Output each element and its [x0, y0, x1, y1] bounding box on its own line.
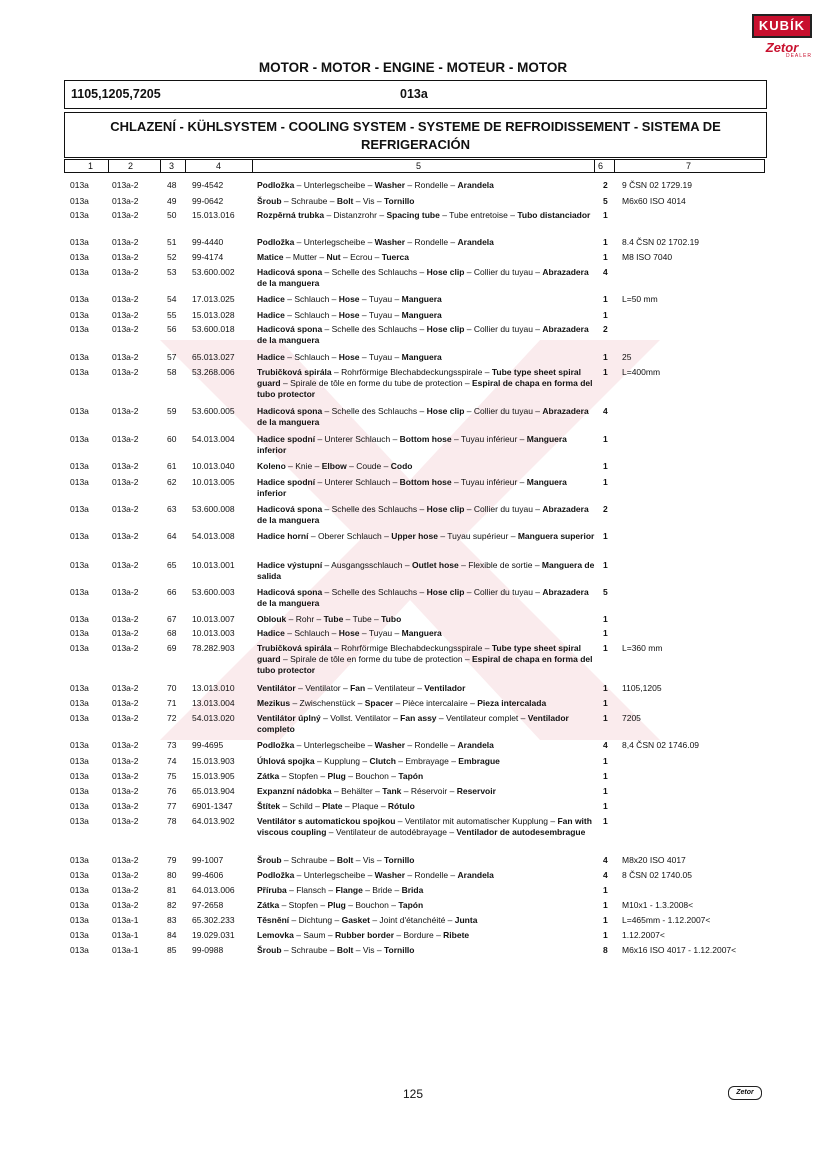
cell-quantity: 1 — [603, 900, 608, 910]
cell-subgroup: 013a-2 — [112, 210, 139, 220]
cell-note: 8.4 ČSN 02 1702.19 — [622, 237, 700, 247]
cell-position: 82 — [167, 900, 177, 910]
cell-description: Zátka – Stopfen – Plug – Bouchon – Tapón — [257, 771, 424, 781]
cell-group: 013a — [70, 477, 89, 487]
cell-part-number: 15.013.028 — [192, 310, 235, 320]
cell-group: 013a — [70, 855, 89, 865]
cell-quantity: 1 — [603, 294, 608, 304]
cell-subgroup: 013a-2 — [112, 643, 139, 653]
cell-note: L=50 mm — [622, 294, 658, 304]
cell-part-number: 65.302.233 — [192, 915, 235, 925]
cell-subgroup: 013a-2 — [112, 698, 139, 708]
cell-position: 51 — [167, 237, 177, 247]
cell-part-number: 13.013.004 — [192, 698, 235, 708]
cell-quantity: 4 — [603, 855, 608, 865]
cell-subgroup: 013a-2 — [112, 560, 139, 570]
cell-group: 013a — [70, 237, 89, 247]
cell-note: L=360 mm — [622, 643, 663, 653]
cell-subgroup: 013a-2 — [112, 310, 139, 320]
cell-note: M6x60 ISO 4014 — [622, 196, 686, 206]
cell-subgroup: 013a-2 — [112, 756, 139, 766]
cell-part-number: 65.013.904 — [192, 786, 235, 796]
section-title-line-1: CHLAZENÍ - KÜHLSYSTEM - COOLING SYSTEM - SYSTEME DE REFROIDISSEMENT - SISTEMA DE — [110, 119, 721, 134]
cell-position: 79 — [167, 855, 177, 865]
cell-quantity: 1 — [603, 643, 608, 653]
cell-subgroup: 013a-2 — [112, 294, 139, 304]
cell-group: 013a — [70, 915, 89, 925]
cell-part-number: 17.013.025 — [192, 294, 235, 304]
cell-position: 52 — [167, 252, 177, 262]
models: 1105,1205,7205 — [71, 87, 161, 101]
cell-subgroup: 013a-2 — [112, 870, 139, 880]
cell-group: 013a — [70, 885, 89, 895]
cell-subgroup: 013a-2 — [112, 628, 139, 638]
cell-group: 013a — [70, 713, 89, 723]
cell-part-number: 53.600.018 — [192, 324, 235, 334]
cell-group: 013a — [70, 816, 89, 826]
cell-part-number: 10.013.040 — [192, 461, 235, 471]
cell-subgroup: 013a-2 — [112, 252, 139, 262]
cell-note: M10x1 - 1.3.2008< — [622, 900, 694, 910]
cell-description: Hadicová spona – Schelle des Schlauchs – Hose clip – Collier du tuyau – Abrazadera de la manguera — [257, 324, 589, 345]
cell-position: 70 — [167, 683, 177, 693]
cell-subgroup: 013a-2 — [112, 324, 139, 334]
cell-group: 013a — [70, 698, 89, 708]
cell-part-number: 15.013.016 — [192, 210, 235, 220]
cell-description: Podložka – Unterlegscheibe – Washer – Rondelle – Arandela — [257, 180, 494, 190]
cell-position: 68 — [167, 628, 177, 638]
cell-quantity: 1 — [603, 930, 608, 940]
cell-subgroup: 013a-2 — [112, 352, 139, 362]
cell-subgroup: 013a-2 — [112, 434, 139, 444]
cell-position: 50 — [167, 210, 177, 220]
cell-part-number: 99-4606 — [192, 870, 224, 880]
cell-quantity: 2 — [603, 180, 608, 190]
cell-position: 78 — [167, 816, 177, 826]
cell-group: 013a — [70, 294, 89, 304]
model-header — [64, 80, 767, 109]
col-header-4: 4 — [216, 161, 222, 171]
cell-group: 013a — [70, 786, 89, 796]
cell-part-number: 99-0642 — [192, 196, 224, 206]
cell-part-number: 10.013.007 — [192, 614, 235, 624]
cell-group: 013a — [70, 252, 89, 262]
cell-subgroup: 013a-2 — [112, 816, 139, 826]
col-header-2: 2 — [128, 161, 134, 171]
cell-part-number: 99-0988 — [192, 945, 224, 955]
cell-position: 66 — [167, 587, 177, 597]
cell-quantity: 1 — [603, 477, 608, 487]
cell-description: Oblouk – Rohr – Tube – Tube – Tubo — [257, 614, 402, 624]
cell-description: Těsnění – Dichtung – Gasket – Joint d'étanchéité – Junta — [257, 915, 478, 925]
cell-description: Hadicová spona – Schelle des Schlauchs – Hose clip – Collier du tuyau – Abrazadera de la manguera — [257, 587, 589, 608]
cell-part-number: 99-4174 — [192, 252, 224, 262]
cell-description: Expanzní nádobka – Behälter – Tank – Réservoir – Reservoir — [257, 786, 496, 796]
cell-group: 013a — [70, 504, 89, 514]
cell-group: 013a — [70, 310, 89, 320]
cell-subgroup: 013a-2 — [112, 237, 139, 247]
cell-quantity: 1 — [603, 713, 608, 723]
cell-description: Příruba – Flansch – Flange – Bride – Brida — [257, 885, 424, 895]
section-title-box — [64, 112, 767, 158]
cell-description: Hadice – Schlauch – Hose – Tuyau – Manguera — [257, 352, 442, 362]
cell-part-number: 64.013.902 — [192, 816, 235, 826]
cell-note: M8 ISO 7040 — [622, 252, 673, 262]
cell-group: 013a — [70, 870, 89, 880]
cell-position: 53 — [167, 267, 177, 277]
cell-quantity: 5 — [603, 587, 608, 597]
kubik-zetor-logo — [752, 14, 812, 60]
cell-part-number: 99-4542 — [192, 180, 224, 190]
cell-position: 49 — [167, 196, 177, 206]
cell-quantity: 8 — [603, 945, 608, 955]
cell-quantity: 1 — [603, 698, 608, 708]
cell-position: 65 — [167, 560, 177, 570]
cell-subgroup: 013a-1 — [112, 945, 139, 955]
cell-subgroup: 013a-2 — [112, 740, 139, 750]
cell-position: 84 — [167, 930, 177, 940]
cell-subgroup: 013a-1 — [112, 915, 139, 925]
logo-dealer: DEALER — [785, 53, 812, 59]
cell-group: 013a — [70, 531, 89, 541]
cell-subgroup: 013a-2 — [112, 614, 139, 624]
col-header-7: 7 — [686, 161, 692, 171]
cell-group: 013a — [70, 614, 89, 624]
col-header-6: 6 — [598, 161, 604, 171]
cell-group: 013a — [70, 930, 89, 940]
cell-quantity: 4 — [603, 870, 608, 880]
cell-quantity: 1 — [603, 816, 608, 826]
cell-position: 60 — [167, 434, 177, 444]
cell-position: 54 — [167, 294, 177, 304]
cell-quantity: 1 — [603, 560, 608, 570]
cell-position: 56 — [167, 324, 177, 334]
cell-group: 013a — [70, 587, 89, 597]
cell-position: 73 — [167, 740, 177, 750]
cell-position: 69 — [167, 643, 177, 653]
cell-subgroup: 013a-2 — [112, 267, 139, 277]
column-header — [64, 159, 765, 173]
cell-part-number: 99-4440 — [192, 237, 224, 247]
cell-subgroup: 013a-2 — [112, 771, 139, 781]
cell-quantity: 1 — [603, 801, 608, 811]
cell-description: Hadicová spona – Schelle des Schlauchs – Hose clip – Collier du tuyau – Abrazadera de la manguera — [257, 267, 589, 288]
cell-quantity: 2 — [603, 324, 608, 334]
cell-part-number: 99-4695 — [192, 740, 224, 750]
cell-quantity: 1 — [603, 614, 608, 624]
cell-group: 013a — [70, 740, 89, 750]
cell-position: 58 — [167, 367, 177, 377]
cell-quantity: 1 — [603, 461, 608, 471]
cell-group: 013a — [70, 367, 89, 377]
cell-description: Hadice výstupní – Ausgangsschlauch – Outlet hose – Flexible de sortie – Manguera de salida — [257, 560, 595, 581]
cell-quantity: 1 — [603, 237, 608, 247]
col-header-3: 3 — [169, 161, 175, 171]
cell-position: 81 — [167, 885, 177, 895]
cell-group: 013a — [70, 196, 89, 206]
cell-description: Trubičková spirála – Rohrförmige Blechabdeckungsspirale – Tube type sheet spiral guard – Spirale de tôle en forme du tube de protection – Espiral de chapa en forma del tubo protector — [257, 643, 593, 675]
cell-subgroup: 013a-2 — [112, 461, 139, 471]
cell-quantity: 5 — [603, 196, 608, 206]
cell-subgroup: 013a-2 — [112, 885, 139, 895]
cell-subgroup: 013a-1 — [112, 930, 139, 940]
logo-sub: Zetor — [765, 40, 799, 55]
cell-description: Hadice spodní – Unterer Schlauch – Bottom hose – Tuyau inférieur – Manguera inferior — [257, 434, 567, 455]
cell-part-number: 6901-1347 — [192, 801, 233, 811]
cell-quantity: 1 — [603, 786, 608, 796]
cell-description: Podložka – Unterlegscheibe – Washer – Rondelle – Arandela — [257, 870, 494, 880]
cell-subgroup: 013a-2 — [112, 477, 139, 487]
cell-quantity: 1 — [603, 252, 608, 262]
cell-description: Hadice – Schlauch – Hose – Tuyau – Manguera — [257, 628, 442, 638]
cell-part-number: 10.013.003 — [192, 628, 235, 638]
group-code: 013a — [400, 87, 428, 101]
cell-note: 7205 — [622, 713, 641, 723]
logo-brand: KUBÍK — [752, 14, 812, 38]
cell-position: 85 — [167, 945, 177, 955]
cell-part-number: 53.600.002 — [192, 267, 235, 277]
cell-description: Hadicová spona – Schelle des Schlauchs – Hose clip – Collier du tuyau – Abrazadera de la manguera — [257, 406, 589, 427]
cell-subgroup: 013a-2 — [112, 683, 139, 693]
cell-subgroup: 013a-2 — [112, 180, 139, 190]
cell-quantity: 4 — [603, 406, 608, 416]
cell-subgroup: 013a-2 — [112, 855, 139, 865]
cell-note: 1.12.2007< — [622, 930, 665, 940]
cell-part-number: 15.013.905 — [192, 771, 235, 781]
cell-part-number: 13.013.010 — [192, 683, 235, 693]
cell-position: 59 — [167, 406, 177, 416]
cell-quantity: 1 — [603, 915, 608, 925]
cell-description: Rozpěrná trubka – Distanzrohr – Spacing tube – Tube entretoise – Tubo distanciador — [257, 210, 591, 220]
cell-group: 013a — [70, 461, 89, 471]
cell-group: 013a — [70, 352, 89, 362]
cell-position: 77 — [167, 801, 177, 811]
cell-quantity: 1 — [603, 367, 608, 377]
cell-group: 013a — [70, 643, 89, 653]
cell-description: Podložka – Unterlegscheibe – Washer – Rondelle – Arandela — [257, 740, 494, 750]
cell-group: 013a — [70, 180, 89, 190]
cell-group: 013a — [70, 210, 89, 220]
cell-quantity: 1 — [603, 310, 608, 320]
cell-position: 80 — [167, 870, 177, 880]
cell-quantity: 1 — [603, 771, 608, 781]
cell-subgroup: 013a-2 — [112, 531, 139, 541]
cell-description: Ventilátor úplný – Vollst. Ventilator – Fan assy – Ventilateur complet – Ventilador completo — [257, 713, 569, 734]
cell-description: Hadicová spona – Schelle des Schlauchs – Hose clip – Collier du tuyau – Abrazadera de la manguera — [257, 504, 589, 525]
cell-quantity: 4 — [603, 267, 608, 277]
cell-quantity: 1 — [603, 885, 608, 895]
cell-group: 013a — [70, 324, 89, 334]
cell-group: 013a — [70, 900, 89, 910]
cell-subgroup: 013a-2 — [112, 713, 139, 723]
cell-position: 63 — [167, 504, 177, 514]
cell-description: Štítek – Schild – Plate – Plaque – Rótulo — [257, 801, 415, 811]
cell-note: M8x20 ISO 4017 — [622, 855, 686, 865]
cell-quantity: 1 — [603, 628, 608, 638]
cell-subgroup: 013a-2 — [112, 406, 139, 416]
cell-note: 25 — [622, 352, 632, 362]
cell-description: Šroub – Schraube – Bolt – Vis – Tornillo — [257, 855, 415, 865]
cell-quantity: 2 — [603, 504, 608, 514]
cell-quantity: 1 — [603, 683, 608, 693]
cell-part-number: 78.282.903 — [192, 643, 235, 653]
cell-description: Ventilátor s automatickou spojkou – Ventilator mit automatischer Kupplung – Fan with viscous coupling – Ventilateur de autodébrayage – Ventilador de autodesembrague — [257, 816, 592, 837]
cell-group: 013a — [70, 628, 89, 638]
cell-description: Ventilátor – Ventilator – Fan – Ventilateur – Ventilador — [257, 683, 466, 693]
cell-description: Hadice spodní – Unterer Schlauch – Bottom hose – Tuyau inférieur – Manguera inferior — [257, 477, 567, 498]
cell-position: 74 — [167, 756, 177, 766]
cell-quantity: 4 — [603, 740, 608, 750]
cell-group: 013a — [70, 406, 89, 416]
cell-subgroup: 013a-2 — [112, 587, 139, 597]
cell-description: Hadice horní – Oberer Schlauch – Upper hose – Tuyau supérieur – Manguera superior — [257, 531, 595, 541]
cell-position: 48 — [167, 180, 177, 190]
section-title-line-2: REFRIGERACIÓN — [360, 137, 471, 152]
cell-position: 83 — [167, 915, 177, 925]
page-title: MOTOR - MOTOR - ENGINE - MOTEUR - MOTOR — [258, 60, 568, 75]
cell-position: 71 — [167, 698, 177, 708]
cell-part-number: 53.600.008 — [192, 504, 235, 514]
cell-description: Mezikus – Zwischenstück – Spacer – Pièce intercalaire – Pieza intercalada — [257, 698, 547, 708]
cell-note: M6x16 ISO 4017 - 1.12.2007< — [622, 945, 737, 955]
col-header-5: 5 — [416, 161, 422, 171]
cell-quantity: 1 — [603, 434, 608, 444]
cell-group: 013a — [70, 434, 89, 444]
cell-subgroup: 013a-2 — [112, 367, 139, 377]
cell-part-number: 53.268.006 — [192, 367, 235, 377]
cell-subgroup: 013a-2 — [112, 900, 139, 910]
cell-quantity: 1 — [603, 531, 608, 541]
cell-part-number: 64.013.006 — [192, 885, 235, 895]
cell-description: Hadice – Schlauch – Hose – Tuyau – Manguera — [257, 294, 442, 304]
cell-description: Úhlová spojka – Kupplung – Clutch – Embrayage – Embrague — [257, 756, 500, 766]
cell-subgroup: 013a-2 — [112, 786, 139, 796]
cell-description: Lemovka – Saum – Rubber border – Bordure – Ribete — [257, 930, 470, 940]
cell-part-number: 54.013.004 — [192, 434, 235, 444]
cell-group: 013a — [70, 683, 89, 693]
cell-part-number: 15.013.903 — [192, 756, 235, 766]
cell-subgroup: 013a-2 — [112, 196, 139, 206]
cell-quantity: 1 — [603, 756, 608, 766]
cell-group: 013a — [70, 267, 89, 277]
cell-group: 013a — [70, 560, 89, 570]
section-title — [65, 118, 766, 154]
cell-subgroup: 013a-2 — [112, 801, 139, 811]
cell-description: Zátka – Stopfen – Plug – Bouchon – Tapón — [257, 900, 424, 910]
cell-description: Podložka – Unterlegscheibe – Washer – Rondelle – Arandela — [257, 237, 494, 247]
cell-part-number: 65.013.027 — [192, 352, 235, 362]
cell-note: 8,4 ČSN 02 1746.09 — [622, 740, 700, 750]
cell-group: 013a — [70, 801, 89, 811]
zetor-footer-logo: Zetor — [728, 1086, 762, 1100]
col-header-1: 1 — [88, 161, 94, 171]
page-number: 125 — [402, 1087, 424, 1101]
cell-note: L=400mm — [622, 367, 661, 377]
cell-part-number: 53.600.003 — [192, 587, 235, 597]
cell-quantity: 1 — [603, 352, 608, 362]
cell-group: 013a — [70, 945, 89, 955]
cell-part-number: 53.600.005 — [192, 406, 235, 416]
cell-description: Matice – Mutter – Nut – Ecrou – Tuerca — [257, 252, 410, 262]
cell-note: L=465mm - 1.12.2007< — [622, 915, 711, 925]
cell-quantity: 1 — [603, 210, 608, 220]
cell-part-number: 54.013.020 — [192, 713, 235, 723]
cell-description: Trubičková spirála – Rohrförmige Blechabdeckungsspirale – Tube type sheet spiral guard – Spirale de tôle en forme du tube de protection – Espiral de chapa en forma del tubo protector — [257, 367, 593, 399]
cell-position: 61 — [167, 461, 177, 471]
cell-part-number: 10.013.001 — [192, 560, 235, 570]
cell-position: 75 — [167, 771, 177, 781]
cell-part-number: 10.013.005 — [192, 477, 235, 487]
cell-group: 013a — [70, 771, 89, 781]
cell-position: 64 — [167, 531, 177, 541]
cell-part-number: 97-2658 — [192, 900, 224, 910]
cell-part-number: 99-1007 — [192, 855, 224, 865]
cell-subgroup: 013a-2 — [112, 504, 139, 514]
cell-position: 72 — [167, 713, 177, 723]
cell-note: 9 ČSN 02 1729.19 — [622, 180, 692, 190]
cell-position: 76 — [167, 786, 177, 796]
cell-position: 67 — [167, 614, 177, 624]
cell-position: 57 — [167, 352, 177, 362]
cell-description: Hadice – Schlauch – Hose – Tuyau – Manguera — [257, 310, 442, 320]
cell-note: 1105,1205 — [622, 683, 662, 693]
cell-part-number: 19.029.031 — [192, 930, 235, 940]
cell-group: 013a — [70, 756, 89, 766]
cell-position: 62 — [167, 477, 177, 487]
cell-part-number: 54.013.008 — [192, 531, 235, 541]
cell-description: Koleno – Knie – Elbow – Coude – Codo — [257, 461, 413, 471]
cell-description: Šroub – Schraube – Bolt – Vis – Tornillo — [257, 945, 415, 955]
cell-position: 55 — [167, 310, 177, 320]
cell-description: Šroub – Schraube – Bolt – Vis – Tornillo — [257, 196, 415, 206]
cell-note: 8 ČSN 02 1740.05 — [622, 870, 692, 880]
